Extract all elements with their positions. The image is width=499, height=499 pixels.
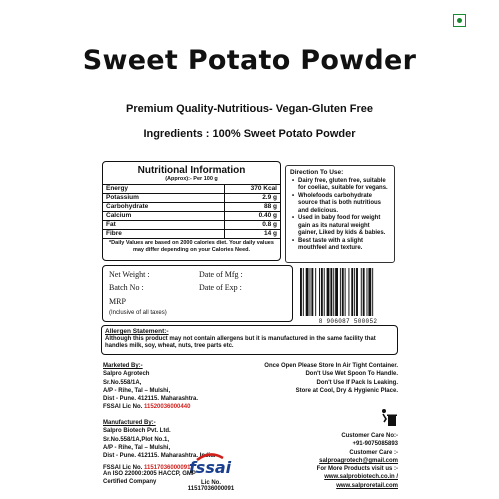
nutrient-value: 0.8 g xyxy=(224,221,280,230)
nutrition-table xyxy=(103,184,280,238)
nutrient-name: Potassium xyxy=(103,194,224,203)
fssai-label: FSSAI Lic No. xyxy=(103,404,143,411)
iso-line: Certified Company xyxy=(103,479,157,486)
nutrient-value: 370 Kcal xyxy=(224,185,280,194)
nutrient-name: Fat xyxy=(103,221,224,230)
table-row xyxy=(103,185,280,194)
manufactured-address-2: A/P - Rihe, Tal – Mulshi, xyxy=(103,444,171,451)
date-mfg-label: Date of Mfg : xyxy=(199,270,243,279)
nutrition-subtitle: (Approx):- Per 100 g xyxy=(165,176,218,182)
care-site-1: www.salprobiotech.co.in / xyxy=(324,474,398,481)
storage-line: Once Open Please Store In Air Tight Container. xyxy=(264,363,398,369)
storage-instructions xyxy=(250,362,398,395)
veg-symbol-icon xyxy=(453,14,466,27)
list-item: • Dairy free, gluten free, suitable for coeliac, suitable for vegans. xyxy=(292,178,390,193)
tagline: Premium Quality-Nutritious- Vegan-Gluten Free xyxy=(126,103,373,115)
nutrient-value: 14 g xyxy=(224,230,280,239)
care-number-label: Customer Care No:- xyxy=(341,433,398,439)
barcode xyxy=(297,267,399,327)
fssai-label: FSSAI Lic No. xyxy=(103,465,143,472)
nutrient-value: 2.9 g xyxy=(224,194,280,203)
mrp-label: MRP xyxy=(109,297,126,306)
manufactured-address-3: Dist - Pune. 412115. Maharashtra. India. xyxy=(103,453,216,460)
barcode-bars xyxy=(297,267,399,319)
care-site-2: www.salproretail.com xyxy=(336,482,398,489)
fssai-number: 11517036000091 xyxy=(144,465,191,472)
nutrient-name: Fibre xyxy=(103,230,224,239)
directions-list xyxy=(286,176,394,252)
directions-panel xyxy=(285,165,395,263)
nutrition-panel xyxy=(102,161,281,261)
barcode-number: 8 906087 500052 xyxy=(318,318,378,325)
customer-care xyxy=(300,432,398,490)
dispose-bin-icon xyxy=(380,408,398,428)
nutrient-name: Calcium xyxy=(103,212,224,221)
manufactured-address-1: Sr.No.558/1A,Plot No.1, xyxy=(103,436,170,443)
table-row xyxy=(103,212,280,221)
table-row xyxy=(103,230,280,239)
allergen-panel xyxy=(101,325,398,355)
fssai-logo-lic: Lic No. 11517036000091 xyxy=(187,480,235,492)
marketed-fssai xyxy=(103,403,248,411)
care-visit-label: For More Products visit us :- xyxy=(316,466,398,473)
nutrition-title: Nutritional Information xyxy=(137,165,246,176)
nutrient-name: Carbohydrate xyxy=(103,203,224,212)
care-email-label: Customer Care :- xyxy=(349,449,398,456)
nutrient-name: Energy xyxy=(103,185,224,194)
directions-title: Direction To Use: xyxy=(290,169,344,176)
nutrient-value: 0.40 g xyxy=(224,212,280,221)
net-weight-label: Net Weight : xyxy=(109,270,150,279)
marketed-heading: Marketed By:- xyxy=(103,363,143,369)
date-exp-label: Date of Exp : xyxy=(199,283,242,292)
marketed-address-3: Dist - Pune. 412115. Maharashtra. xyxy=(103,396,199,403)
marketed-by xyxy=(103,362,248,412)
table-row xyxy=(103,221,280,230)
batch-no-label: Batch No : xyxy=(109,283,144,292)
list-item: • Best taste with a slight mouthfeel and texture. xyxy=(292,238,390,253)
manufactured-heading: Manufactured By:- xyxy=(103,420,156,426)
iso-certification xyxy=(103,470,198,487)
marketed-address-1: Sr.No.558/1A, xyxy=(103,379,142,386)
table-row xyxy=(103,203,280,212)
batch-info-panel xyxy=(102,265,293,322)
table-row xyxy=(103,194,280,203)
storage-line: Don't Use If Pack Is Leaking. xyxy=(316,379,398,386)
storage-line: Store at Cool, Dry & Hygienic Place. xyxy=(295,387,398,394)
fssai-word: fssai xyxy=(188,458,232,477)
list-item: • Wholefoods carbohydrate source that is both nutritious and delicious. xyxy=(292,193,390,215)
manufactured-company: Salpro Biotech Pvt. Ltd. xyxy=(103,428,171,435)
ingredients: Ingredients : 100% Sweet Potato Powder xyxy=(143,128,356,140)
storage-line: Don't Use Wet Spoon To Handle. xyxy=(305,371,398,378)
care-number: +91-9075085893 xyxy=(352,441,398,448)
product-title: Sweet Potato Powder xyxy=(82,45,417,76)
allergen-title: Allergen Statement:- xyxy=(105,328,169,335)
marketed-company: Salpro Agrotech xyxy=(103,371,150,378)
marketed-address-2: A/P - Rihe, Tal – Mulshi, xyxy=(103,387,171,394)
mrp-note: (Inclusive of all taxes) xyxy=(109,310,167,316)
nutrition-footnote: *Daily Values are based on 2000 calories diet. Your daily values may differ depending on your Calories Need. xyxy=(103,238,280,253)
nutrient-value: 88 g xyxy=(224,203,280,212)
fssai-number: 11520036000440 xyxy=(144,404,191,411)
care-email: salproagrotech@gmail.com xyxy=(319,457,398,464)
list-item: • Used in baby food for weight gain as its natural weight gainer, Liked by kids & babies. xyxy=(292,215,390,237)
iso-line: An ISO 22000:2005 HACCP, GMP xyxy=(103,471,196,477)
allergen-text: Although this product may not contain allergens but it is manufactured in the same facility that handles milk, soy, wheat, nuts, tree parts etc. xyxy=(105,336,376,349)
